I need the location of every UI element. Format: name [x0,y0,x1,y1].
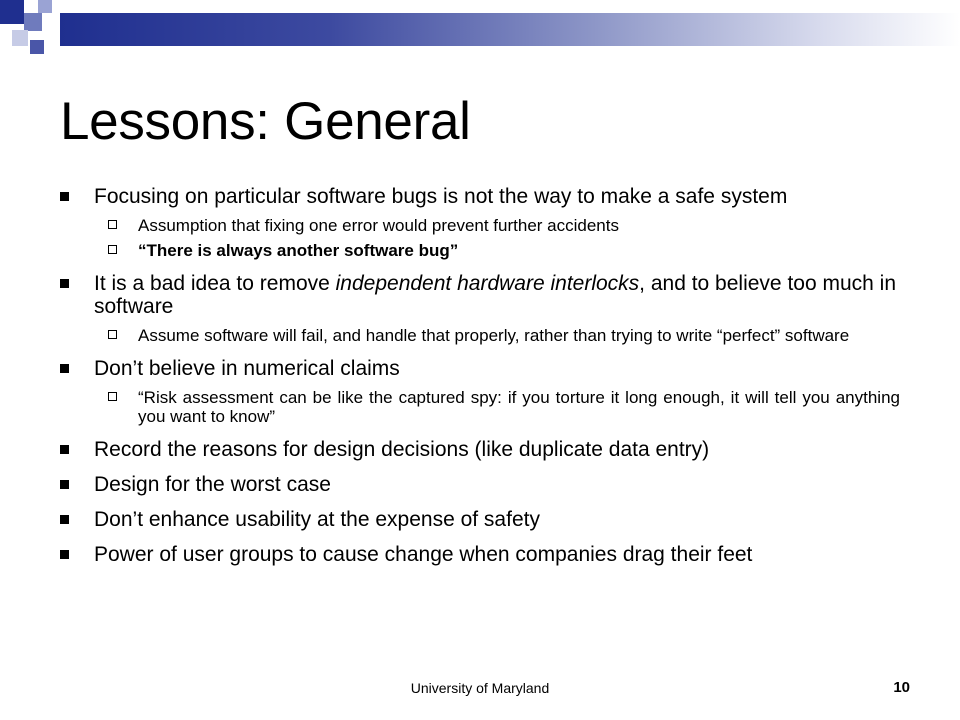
square-bullet-icon [60,364,69,373]
sub-bullet-text: “Risk assessment can be like the captured spy: if you torture it long enough, it will tell you anything you want to know” [138,388,900,426]
bullet-text: Focusing on particular software bugs is not the way to make a safe system [94,185,788,208]
header-decoration [0,0,960,60]
bullet-text: Don’t enhance usability at the expense of safety [94,508,540,531]
hollow-square-bullet-icon [108,220,117,229]
deco-square [0,0,24,24]
square-bullet-icon [60,445,69,454]
sub-bullet-item [94,326,900,345]
square-bullet-icon [60,192,69,201]
sub-bullet-text: Assume software will fail, and handle that properly, rather than trying to write “perfect” software [138,326,850,345]
page-number: 10 [893,679,910,696]
deco-square [30,40,44,54]
square-bullet-icon [60,550,69,559]
bullet-item [60,272,900,345]
sub-list [94,388,900,426]
sub-list [94,216,900,260]
deco-square [12,30,28,46]
bullet-item [60,508,900,531]
sub-bullet-text: Assumption that fixing one error would prevent further accidents [138,216,619,235]
bullet-text: Design for the worst case [94,473,331,496]
slide-content [60,185,900,572]
deco-square [38,0,52,13]
footer-organization: University of Maryland [410,680,550,696]
bullet-item [60,438,900,461]
sub-bullet-item [94,241,900,260]
header-gradient-band [60,13,960,46]
square-bullet-icon [60,279,69,288]
sub-bullet-text: “There is always another software bug” [138,241,459,260]
bullet-text: Don’t believe in numerical claims [94,357,400,380]
sub-bullet-item [94,388,900,426]
bullet-text-start: It is a bad idea to remove [94,272,336,295]
hollow-square-bullet-icon [108,392,117,401]
square-bullet-icon [60,480,69,489]
bullet-item [60,357,900,426]
bullet-item [60,543,900,566]
square-bullet-icon [60,515,69,524]
sub-list [94,326,900,345]
bullet-text: Power of user groups to cause change when companies drag their feet [94,543,753,566]
bullet-text-emphasis: independent hardware interlocks [335,272,640,295]
slide-title: Lessons: General [60,92,471,151]
bullet-text: Record the reasons for design decisions (like duplicate data entry) [94,438,710,461]
bullet-item [60,473,900,496]
bullet-text-end: , and to believe too much in software [94,272,897,318]
deco-square [24,13,42,31]
bullet-item [60,185,900,260]
sub-bullet-item [94,216,900,235]
hollow-square-bullet-icon [108,245,117,254]
hollow-square-bullet-icon [108,330,117,339]
